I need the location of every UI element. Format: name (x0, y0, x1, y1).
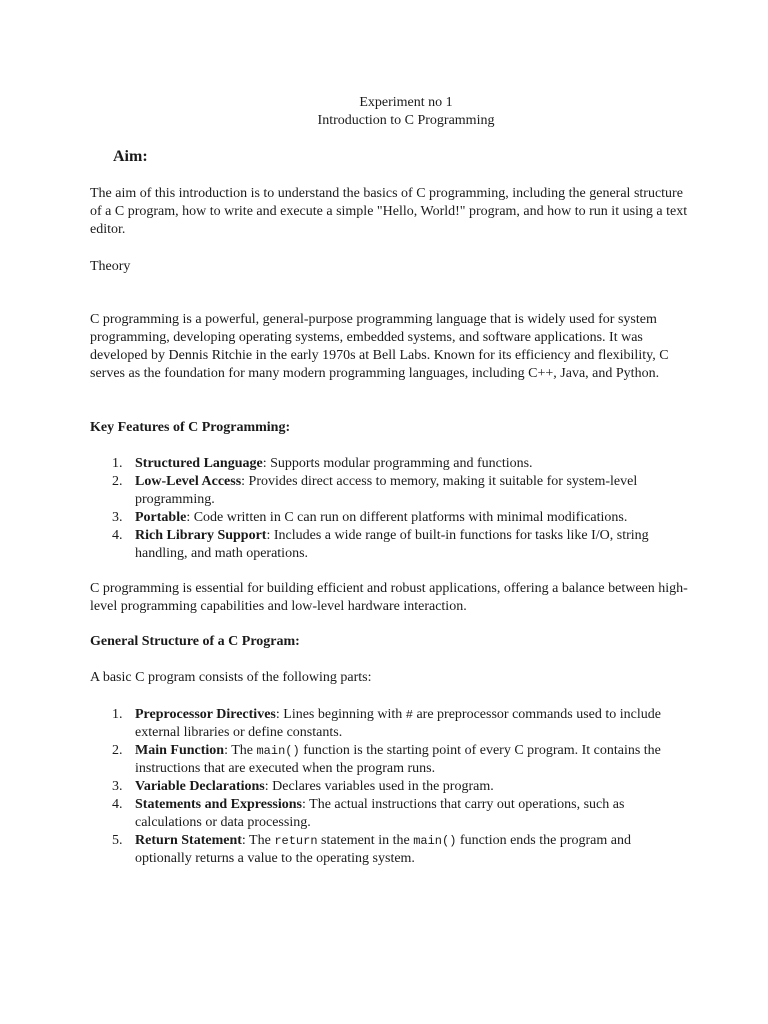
list-number: 3. (112, 779, 123, 794)
structure-text: : The (224, 743, 257, 758)
list-number: 4. (112, 797, 123, 812)
list-item (90, 455, 690, 473)
inline-code: # (405, 708, 413, 722)
structure-text: : Declares variables used in the program. (264, 779, 494, 794)
feature-term: Structured Language (135, 456, 263, 471)
structure-text: function ends the program and optionally returns a value to the operating system. (135, 833, 631, 866)
feature-description: : Supports modular programming and functions. (262, 456, 533, 471)
structure-term: Statements and Expressions (135, 797, 302, 812)
list-number: 2. (112, 474, 123, 489)
theory-heading: Theory (90, 259, 131, 274)
structure-text: : The (241, 833, 275, 848)
structure-term: Main Function (135, 743, 225, 758)
theory-paragraph: C programming is a powerful, general-purpose programming language that is widely used for system programming, developing operating systems, embedded systems, and software applications. It was developed by Dennis Ritchie in the early 1970s at Bell Labs. Known for its efficiency and flexibility, C serves as the foundation for many modern programming languages, including C++, Java, and Python. (90, 312, 669, 381)
list-number: 2. (112, 743, 123, 758)
inline-code: main() (413, 834, 457, 848)
list-number: 1. (112, 456, 123, 471)
structure-term: Preprocessor Directives (135, 707, 276, 722)
feature-description: : Provides direct access to memory, making it suitable for system-level programming. (135, 474, 638, 507)
inline-code: return (274, 834, 318, 848)
structure-text: function is the starting point of every C program. It contains the instructions that are executed when the program runs. (135, 743, 661, 776)
structure-term: Return Statement (135, 833, 242, 848)
inline-code: main() (256, 744, 300, 758)
list-item (90, 473, 690, 509)
feature-description: : Code written in C can run on different platforms with minimal modifications. (186, 510, 628, 525)
aim-heading: Aim: (113, 148, 148, 165)
features-list (90, 455, 690, 563)
document-title: Introduction to C Programming (317, 113, 495, 128)
structure-term: Variable Declarations (135, 779, 265, 794)
list-item (90, 832, 690, 868)
list-number: 5. (112, 833, 123, 848)
experiment-number: Experiment no 1 (359, 95, 453, 110)
structure-list (90, 706, 690, 868)
structure-text: statement in the (317, 833, 414, 848)
structure-heading: General Structure of a C Program: (90, 634, 300, 649)
list-item (90, 527, 690, 563)
list-number: 4. (112, 528, 123, 543)
structure-text: : The actual instructions that carry out operations, such as calculations or data processing. (135, 797, 625, 830)
structure-intro: A basic C program consists of the following parts: (90, 670, 372, 685)
list-item (90, 742, 690, 778)
features-heading: Key Features of C Programming: (90, 420, 291, 435)
structure-text: : Lines beginning with (275, 707, 406, 722)
list-number: 1. (112, 707, 123, 722)
features-summary: C programming is essential for building efficient and robust applications, offering a balance between high-level programming capabilities and low-level hardware interaction. (90, 581, 688, 614)
feature-term: Rich Library Support (135, 528, 267, 543)
aim-paragraph: The aim of this introduction is to understand the basics of C programming, including the general structure of a C program, how to write and execute a simple "Hello, World!" program, and how to run it using a text editor. (90, 186, 688, 237)
feature-term: Portable (135, 510, 187, 525)
list-item (90, 509, 690, 527)
list-number: 3. (112, 510, 123, 525)
list-item (90, 778, 690, 796)
list-item (90, 706, 690, 742)
structure-text: are preprocessor commands used to include external libraries or define constants. (135, 707, 661, 740)
feature-term: Low-Level Access (135, 474, 242, 489)
list-item (90, 796, 690, 832)
feature-description: : Includes a wide range of built-in functions for tasks like I/O, string handling, and math operations. (135, 528, 649, 561)
